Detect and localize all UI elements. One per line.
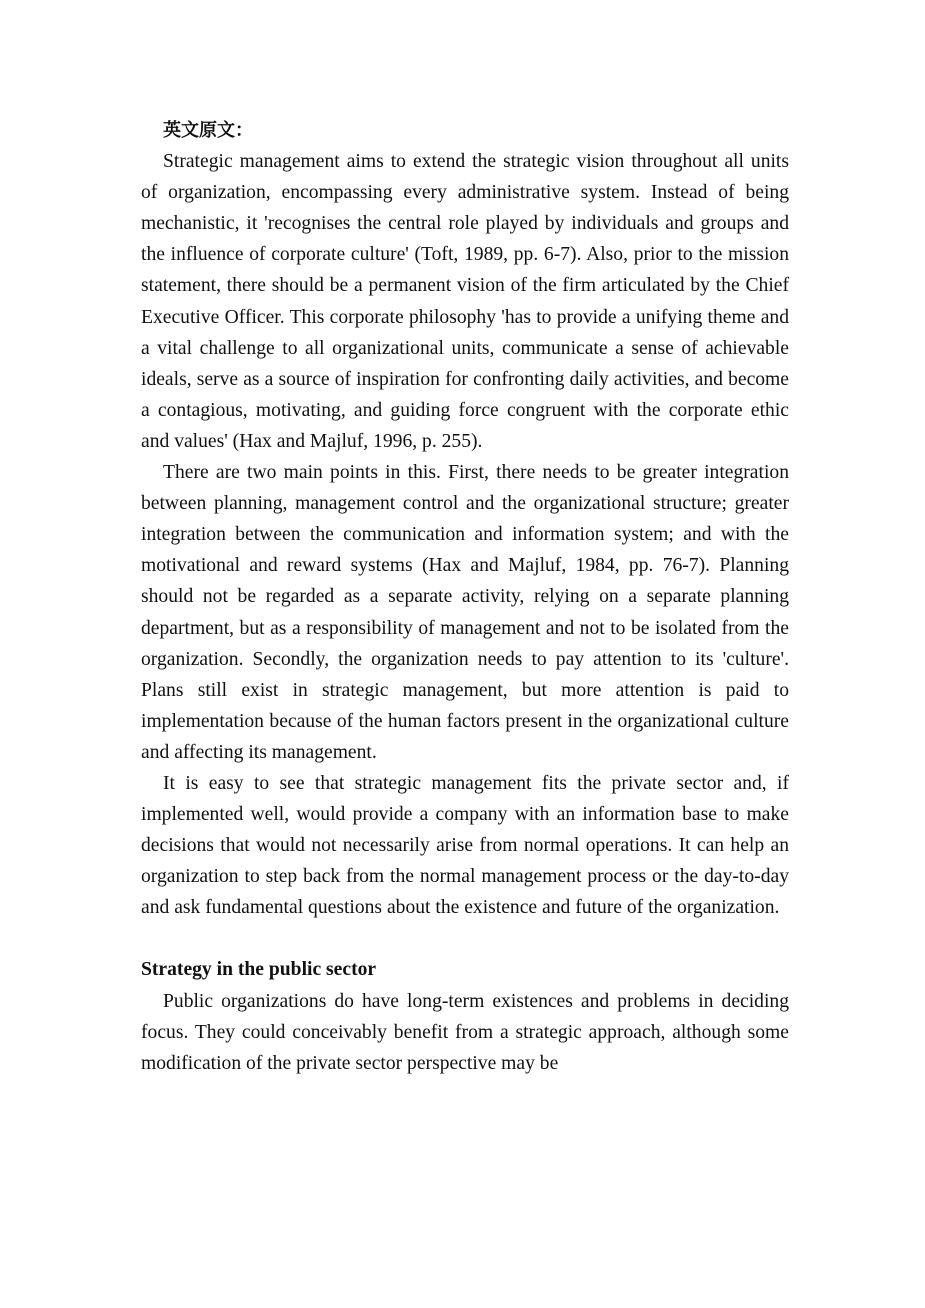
original-text-heading: 英文原文： — [163, 120, 253, 141]
paragraph-public-organizations: Public organizations do have long-term existences and problems in deciding focus. They could conceivably benefit from a strategic approach, although some modification of the private sector perspective may be — [141, 990, 789, 1074]
paragraph-two-main-points: There are two main points in this. First, there needs to be greater integration between planning, management control and the organizational structure; greater integration between the communication and information system; and with the motivational and reward systems (Hax and Majluf, 1984, pp. 76-7). Planning should not be regarded as a separate activity, relying on a separate planning department, but as a responsibility of management and not to be isolated from the organization. Secondly, the organization needs to pay attention to its 'culture'. Plans still exist in strategic management, but more attention is paid to implementation because of the human factors present in the organizational culture and affecting its management. — [141, 462, 789, 763]
section-title: Strategy in the public sector — [141, 959, 377, 981]
paragraph-strategic-management: Strategic management aims to extend the strategic vision throughout all units of organization, encompassing every administrative system. Instead of being mechanistic, it 'recognises the central role played by individuals and groups and the influence of corporate culture' (Toft, 1989, pp. 6-7). Also, prior to the mission statement, there should be a permanent vision of the firm articulated by the Chief Executive Officer. This corporate philosophy 'has to provide a unifying theme and a vital challenge to all organizational units, communicate a sense of achievable ideals, serve as a source of inspiration for confronting daily activities, and become a contagious, motivating, and guiding force congruent with the corporate ethic and values' (Hax and Majluf, 1996, p. 255). — [141, 151, 789, 452]
paragraph-private-sector-fit: It is easy to see that strategic management fits the private sector and, if implemented well, would provide a company with an information base to make decisions that would not necessarily arise from normal operations. It can help an organization to step back from the normal management process or the day-to-day and ask fundamental questions about the existence and future of the organization. — [141, 772, 789, 919]
document-page — [141, 115, 789, 1079]
